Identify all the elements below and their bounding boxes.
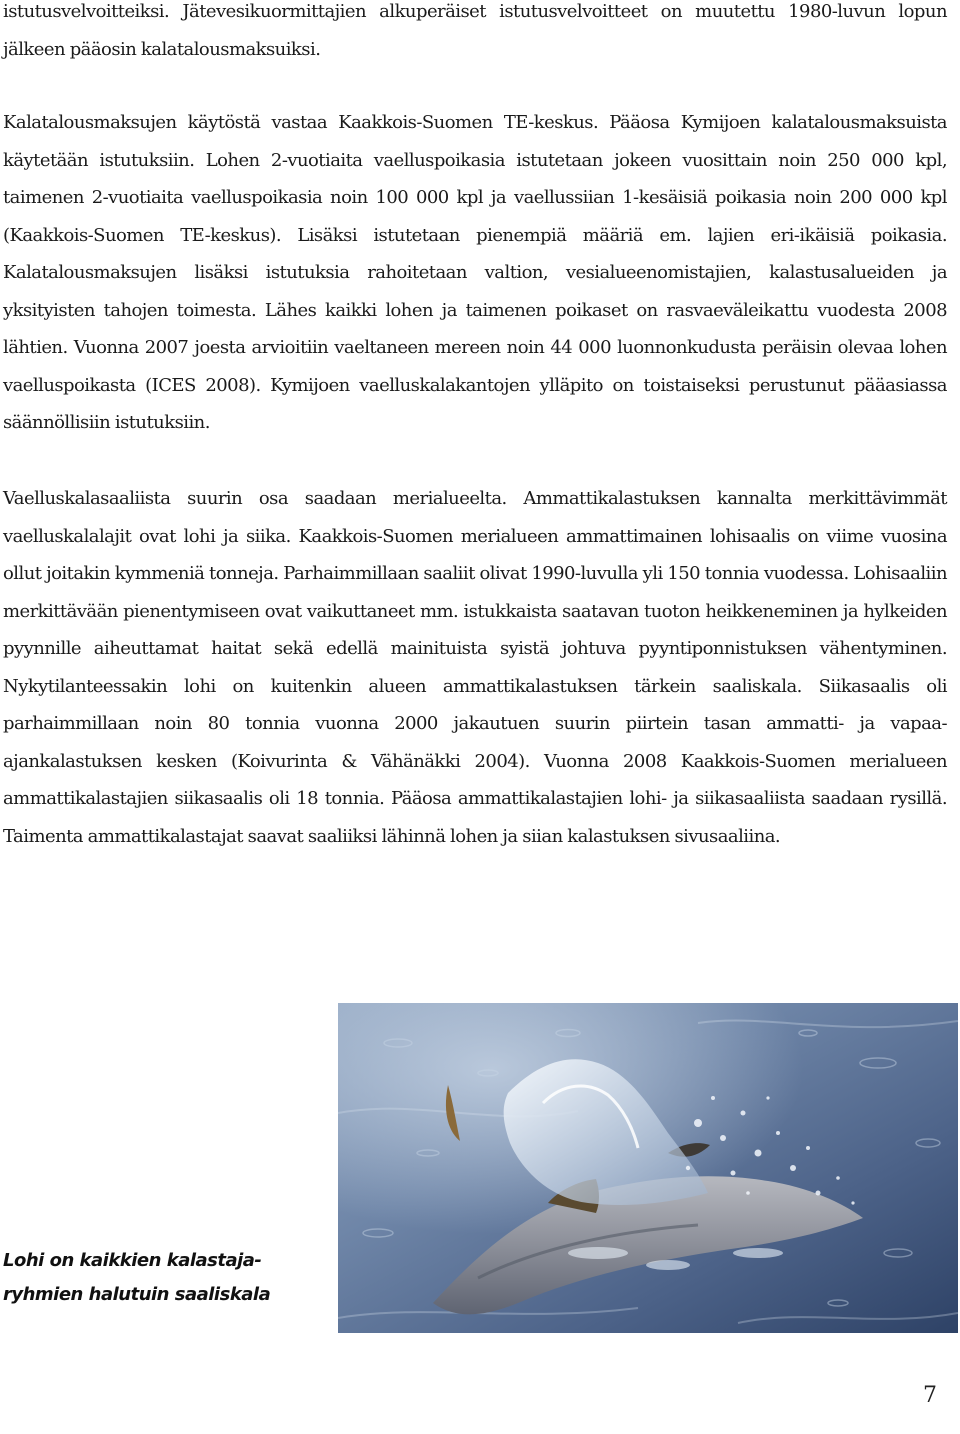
caption-line-2: ryhmien halutuin saaliskala (3, 1284, 271, 1305)
paragraph-fishery-fees: Kalatalousmaksujen käytöstä vastaa Kaakkois-Suomen TE-keskus. Pääosa Kymijoen kalatalousmaksuista käytetään istutuksiin. Lohen 2-vuotiaita vaelluspoikasia istutetaan jokeen vuosittain noin 250 000 kpl, taimenen 2-vuotiaita vaelluspoikasia noin 100 000 kpl ja vaellussiian 1-kesäisiä poikasia noin 200 000 kpl (Kaakkois-Suomen TE-keskus). Lisäksi istutetaan pienempiä määriä em. lajien eri-ikäisiä poikasia. Kalatalousmaksujen lisäksi istutuksia rahoitetaan valtion, vesialueenomistajien, kalastusalueiden ja yksityisten tahojen toimesta. Lähes kaikki lohen ja taimenen poikaset on rasvaeväleikattu vuodesta 2008 lähtien. Vuonna 2007 joesta arvioitiin vaeltaneen mereen noin 44 000 luonnonkudusta peräisin olevaa lohen vaelluspoikasta (ICES 2008). Kymijoen vaelluskalakantojen ylläpito on toistaiseksi perustunut pääasiassa säännöllisiin istutuksiin. (3, 112, 947, 433)
caption-line-1: Lohi on kaikkien kalastaja- (3, 1250, 262, 1271)
photo-caption (3, 1244, 333, 1312)
paragraph-stocking-obligations: istutusvelvoitteiksi. Jätevesikuormittajien alkuperäiset istutusvelvoitteet on muutettu 1980-luvun lopun jälkeen pääosin kalatalousmaksuiksi. (3, 1, 947, 60)
page-number: 7 (923, 1383, 937, 1408)
salmon-photo (338, 1003, 958, 1333)
paragraph-catch: Vaelluskalasaaliista suurin osa saadaan merialueelta. Ammattikalastuksen kannalta merkittävimmät vaelluskalalajit ovat lohi ja siika. Kaakkois-Suomen merialueen ammattimainen lohisaalis on viime vuosina ollut joitakin kymmeniä tonneja. Parhaimmillaan saaliit olivat 1990-luvulla yli 150 tonnia vuodessa. Lohisaaliin merkittävään pienentymiseen ovat vaikuttaneet mm. istukkaista saatavan tuoton heikkeneminen ja hylkeiden pyynnille aiheuttamat haitat sekä edellä mainituista syistä johtuva pyyntiponnistuksen vähentyminen. Nykytilanteessakin lohi on kuitenkin alueen ammattikalastuksen tärkein saaliskala. Siikasaalis oli parhaimmillaan noin 80 tonnia vuonna 2000 jakautuen suurin piirtein tasan ammatti- ja vapaa-ajankalastuksen kesken (Koivurinta & Vähänäkki 2004). Vuonna 2008 Kaakkois-Suomen merialueen ammattikalastajien siikasaalis oli 18 tonnia. Pääosa ammattikalastajien lohi- ja siikasaaliista saadaan rysillä. Taimenta ammattikalastajat saavat saaliiksi lähinnä lohen ja siian kalastuksen sivusaaliina. (3, 488, 947, 847)
